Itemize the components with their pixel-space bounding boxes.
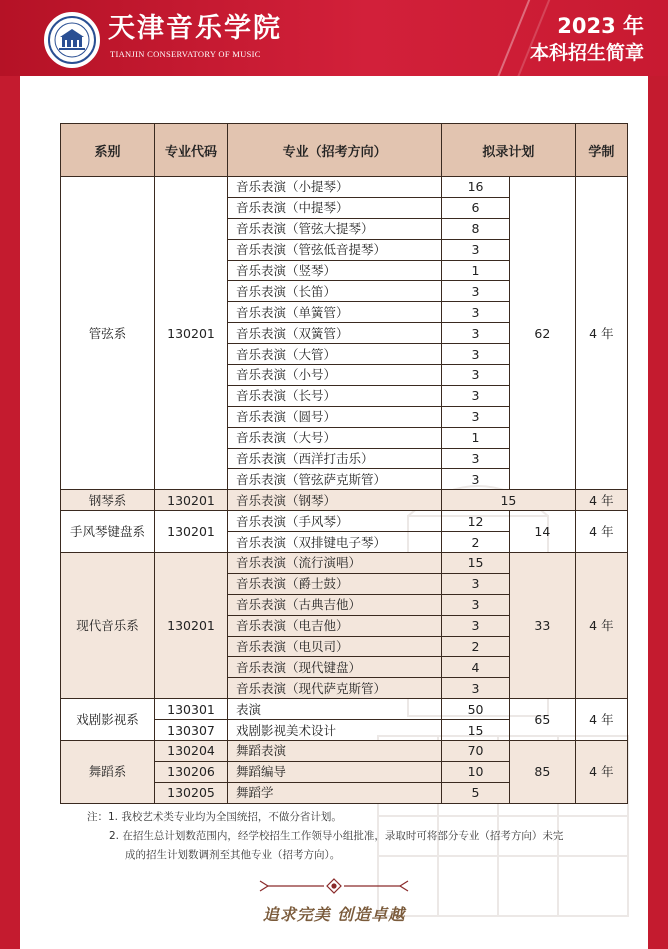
plan-total-cell: 33 [509, 553, 575, 699]
plan-count-cell: 2 [442, 636, 510, 657]
table-row [61, 699, 628, 720]
plan-count-cell: 3 [442, 594, 510, 615]
plan-count-cell: 4 [442, 657, 510, 678]
plan-total-cell: 15 [442, 490, 576, 511]
code-cell: 130205 [154, 782, 227, 803]
major-cell: 音乐表演（爵士鼓） [228, 573, 442, 594]
code-cell: 130201 [154, 511, 227, 553]
table-row [61, 553, 628, 574]
years-cell: 4 年 [575, 490, 627, 511]
code-cell: 130301 [154, 699, 227, 720]
major-cell: 音乐表演（大号） [228, 427, 442, 448]
code-cell: 130201 [154, 553, 227, 699]
header-dept: 系别 [61, 124, 155, 177]
major-cell: 音乐表演（管弦低音提琴） [228, 239, 442, 260]
major-cell: 舞蹈编导 [228, 761, 442, 782]
header-plan: 拟录计划 [442, 124, 576, 177]
major-cell: 音乐表演（双排键电子琴） [228, 532, 442, 553]
plan-count-cell: 10 [442, 761, 510, 782]
code-cell: 130201 [154, 490, 227, 511]
table-row [61, 741, 628, 762]
plan-count-cell: 3 [442, 448, 510, 469]
plan-count-cell: 15 [442, 720, 510, 741]
plan-count-cell: 3 [442, 406, 510, 427]
decorative-divider [254, 876, 414, 896]
plan-count-cell: 16 [442, 177, 510, 198]
major-cell: 音乐表演（长笛） [228, 281, 442, 302]
major-cell: 音乐表演（中提琴） [228, 197, 442, 218]
major-cell: 音乐表演（双簧管） [228, 323, 442, 344]
note-2-cont: 成的招生计划数调剂至其他专业（招考方向）。 [125, 849, 341, 861]
major-cell: 音乐表演（电贝司） [228, 636, 442, 657]
major-cell: 音乐表演（小号） [228, 365, 442, 386]
table-row [61, 511, 628, 532]
major-cell: 舞蹈表演 [228, 741, 442, 762]
enrollment-plan-table [60, 123, 628, 804]
years-cell: 4 年 [575, 553, 627, 699]
header-years: 学制 [575, 124, 627, 177]
major-cell: 音乐表演（流行演唱） [228, 553, 442, 574]
plan-count-cell: 3 [442, 281, 510, 302]
major-cell: 音乐表演（小提琴） [228, 177, 442, 198]
years-cell: 4 年 [575, 511, 627, 553]
code-cell: 130204 [154, 741, 227, 762]
code-cell: 130307 [154, 720, 227, 741]
school-seal-logo [44, 12, 100, 68]
major-cell: 音乐表演（大管） [228, 344, 442, 365]
plan-count-cell: 8 [442, 218, 510, 239]
major-cell: 表演 [228, 699, 442, 720]
code-cell: 130201 [154, 177, 227, 490]
school-name-cn: 天津音乐学院 [108, 13, 282, 44]
years-cell: 4 年 [575, 177, 627, 490]
plan-count-cell: 70 [442, 741, 510, 762]
major-cell: 音乐表演（现代键盘） [228, 657, 442, 678]
plan-count-cell: 3 [442, 344, 510, 365]
major-cell: 音乐表演（古典吉他） [228, 594, 442, 615]
major-cell: 音乐表演（长号） [228, 385, 442, 406]
plan-count-cell: 3 [442, 573, 510, 594]
major-cell: 舞蹈学 [228, 782, 442, 803]
plan-count-cell: 3 [442, 302, 510, 323]
plan-count-cell: 3 [442, 385, 510, 406]
note-2: 2. 在招生总计划数范围内，经学校招生工作领导小组批准，录取时可将部分专业（招考方向）未完 [109, 830, 564, 842]
page-header [0, 0, 668, 76]
plan-count-cell: 1 [442, 260, 510, 281]
plan-total-cell: 85 [509, 741, 575, 804]
plan-count-cell: 3 [442, 469, 510, 490]
dept-cell: 戏剧影视系 [61, 699, 155, 741]
table-body [61, 177, 628, 804]
plan-count-cell: 3 [442, 323, 510, 344]
plan-count-cell: 12 [442, 511, 510, 532]
code-cell: 130206 [154, 761, 227, 782]
dept-cell: 手风琴键盘系 [61, 511, 155, 553]
table-row [61, 177, 628, 198]
brochure-title: 本科招生简章 [529, 42, 644, 64]
major-cell: 音乐表演（钢琴） [228, 490, 442, 511]
plan-count-cell: 5 [442, 782, 510, 803]
plan-count-cell: 3 [442, 615, 510, 636]
header-major: 专业（招考方向） [228, 124, 442, 177]
plan-count-cell: 6 [442, 197, 510, 218]
plan-count-cell: 2 [442, 532, 510, 553]
plan-total-cell: 65 [509, 699, 575, 741]
dept-cell: 钢琴系 [61, 490, 155, 511]
major-cell: 音乐表演（单簧管） [228, 302, 442, 323]
plan-count-cell: 15 [442, 553, 510, 574]
plan-count-cell: 3 [442, 239, 510, 260]
header-code: 专业代码 [154, 124, 227, 177]
plan-count-cell: 3 [442, 678, 510, 699]
school-name-en: TIANJIN CONSERVATORY OF MUSIC [110, 49, 261, 59]
note-1: 注：1. 我校艺术类专业均为全国统招，不做分省计划。 [87, 811, 342, 823]
header-decor-line [489, 0, 532, 76]
plan-total-cell: 14 [509, 511, 575, 553]
table-row [61, 490, 628, 511]
major-cell: 音乐表演（西洋打击乐） [228, 448, 442, 469]
content-panel [20, 76, 648, 949]
table-header-row [61, 124, 628, 177]
major-cell: 音乐表演（圆号） [228, 406, 442, 427]
major-cell: 音乐表演（电吉他） [228, 615, 442, 636]
major-cell: 戏剧影视美术设计 [228, 720, 442, 741]
major-cell: 音乐表演（管弦大提琴） [228, 218, 442, 239]
plan-total-cell: 62 [509, 177, 575, 490]
major-cell: 音乐表演（竖琴） [228, 260, 442, 281]
notes [87, 808, 563, 865]
plan-count-cell: 1 [442, 427, 510, 448]
year-title: 2023 年 [557, 14, 644, 38]
years-cell: 4 年 [575, 699, 627, 741]
plan-count-cell: 3 [442, 365, 510, 386]
dept-cell: 现代音乐系 [61, 553, 155, 699]
years-cell: 4 年 [575, 741, 627, 804]
dept-cell: 管弦系 [61, 177, 155, 490]
motto: 追求完美 创造卓越 [262, 905, 406, 924]
major-cell: 音乐表演（管弦萨克斯管） [228, 469, 442, 490]
dept-cell: 舞蹈系 [61, 741, 155, 804]
plan-count-cell: 50 [442, 699, 510, 720]
major-cell: 音乐表演（手风琴） [228, 511, 442, 532]
major-cell: 音乐表演（现代萨克斯管） [228, 678, 442, 699]
